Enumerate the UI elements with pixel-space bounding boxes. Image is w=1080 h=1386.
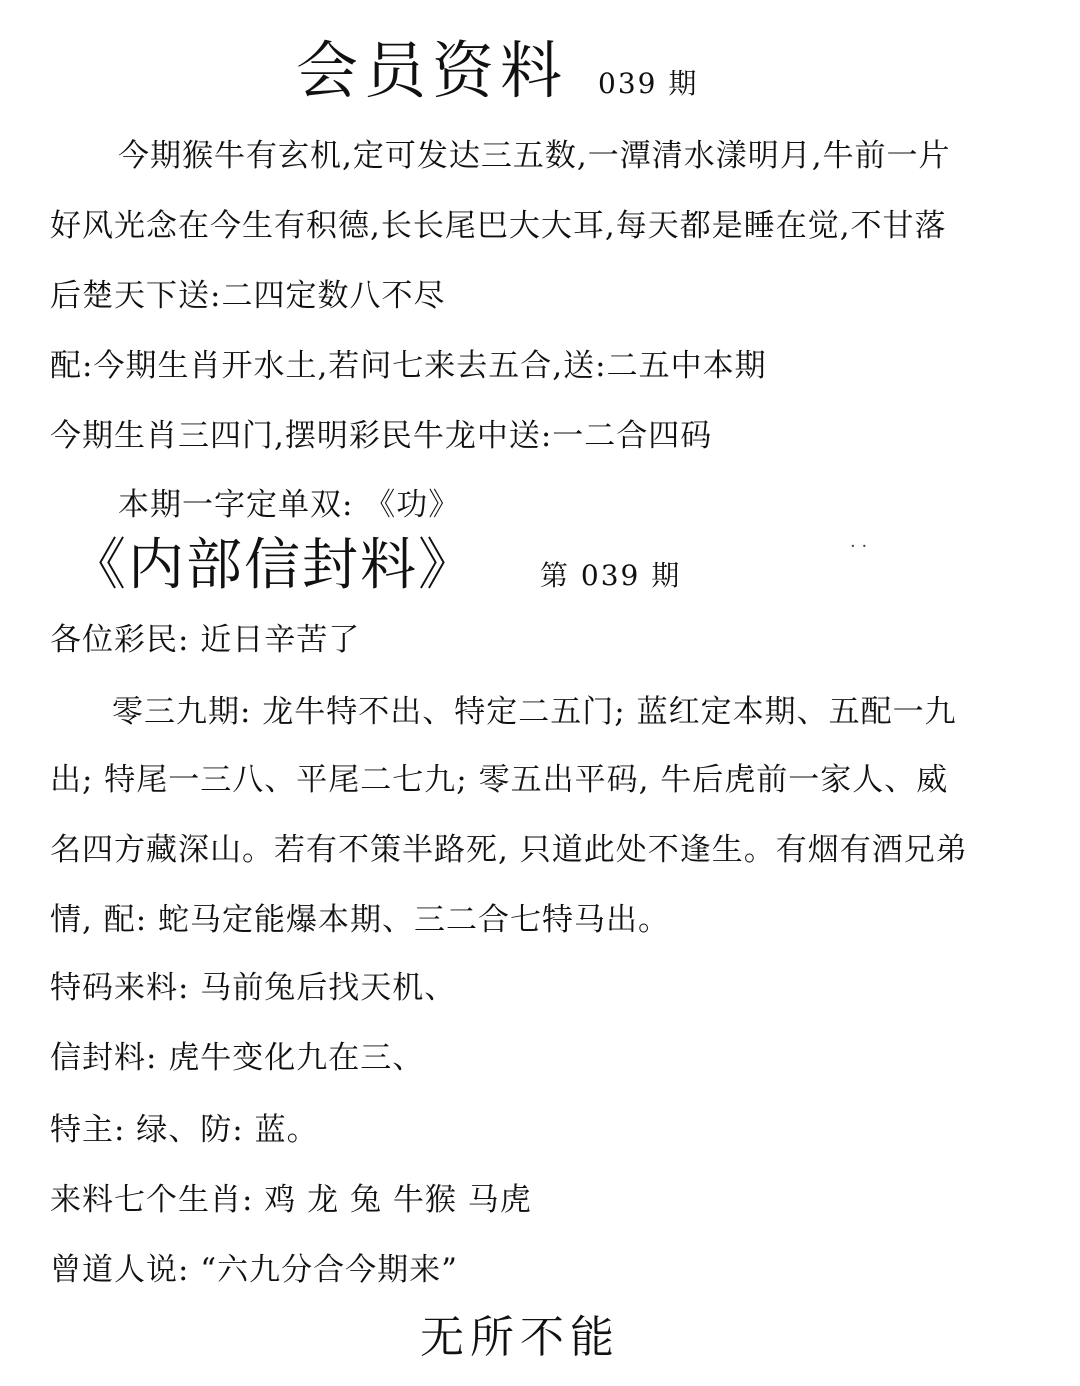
envelope-text-line: 各位彩民: 近日辛苦了 <box>50 622 361 658</box>
envelope-text-line: 曾道人说: “六九分合今期来” <box>50 1252 458 1288</box>
member-issue: 039 期 <box>598 67 699 100</box>
envelope-text-line: 零三九期: 龙牛特不出、特定二五门; 蓝红定本期、五配一九 <box>112 694 957 730</box>
envelope-text-line: 特主: 绿、防: 蓝。 <box>50 1112 319 1148</box>
envelope-title: 《内部信封料》 <box>70 533 476 598</box>
member-text-line: 配:今期生肖开水土,若问七来去五合,送:二五中本期 <box>50 348 767 384</box>
member-text-line: 本期一字定单双: 《功》 <box>118 487 461 523</box>
envelope-text-line: 情, 配: 蛇马定能爆本期、三二合七特马出。 <box>50 902 671 938</box>
member-text-line: 后楚天下送:二四定数八不尽 <box>50 278 446 314</box>
member-title: 会员资料 <box>296 34 569 107</box>
envelope-text-line: 名四方藏深山。若有不策半路死, 只道此处不逢生。有烟有酒兄弟 <box>50 832 968 868</box>
closing-slogan: 无所不能 <box>420 1312 620 1363</box>
member-text-line: 今期猴牛有玄机,定可发达三五数,一潭清水漾明月,牛前一片 <box>118 138 951 174</box>
member-text-line: 今期生肖三四门,摆明彩民牛龙中送:一二合四码 <box>50 418 713 454</box>
envelope-text-line: 出; 特尾一三八、平尾二七九; 零五出平码, 牛后虎前一家人、威 <box>50 762 949 798</box>
envelope-text-line: 特码来料: 马前兔后找天机、 <box>50 970 457 1006</box>
scan-specks: · · <box>850 536 868 557</box>
envelope-text-line: 来料七个生肖: 鸡 龙 兔 牛猴 马虎 <box>50 1182 532 1218</box>
envelope-issue: 第 039 期 <box>540 559 682 592</box>
member-text-line: 好风光念在今生有积德,长长尾巴大大耳,每天都是睡在觉,不甘落 <box>50 208 947 244</box>
envelope-text-line: 信封料: 虎牛变化九在三、 <box>50 1040 425 1076</box>
